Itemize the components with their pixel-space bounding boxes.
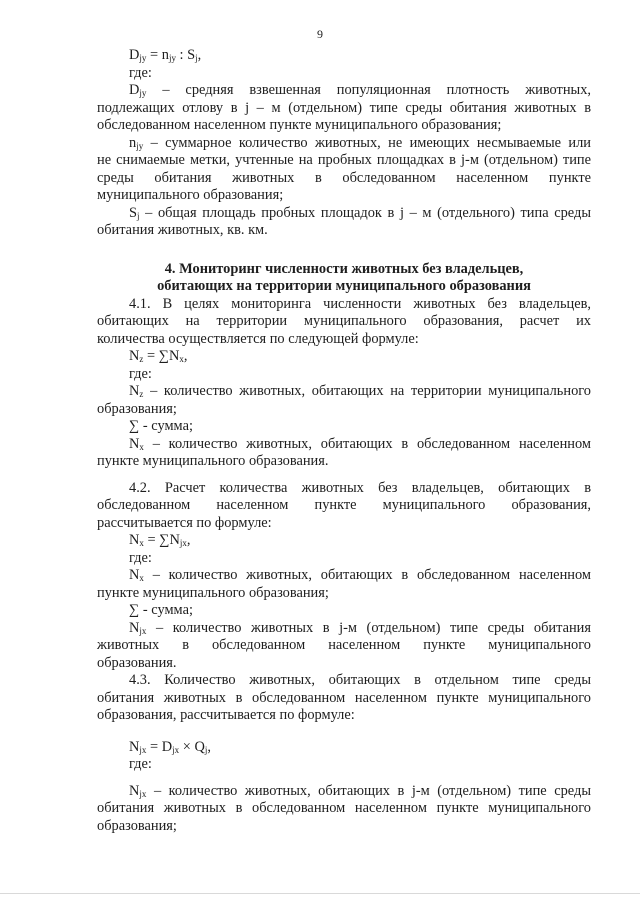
paragraph-4-2: 4.2. Расчет количества животных без владельцев, обитающих в обследованном населенном пункте муниципального образования, рассчитывается по формуле: — [97, 479, 591, 531]
formula-nx: $N_x = \sum N_{jx}$, — [129, 532, 191, 548]
definition-s: $S_j$ – общая площадь пробных площадок в j – м (отдельного) типа среды обитания животных, кв. км. — [97, 204, 591, 238]
where-label: где: — [129, 64, 152, 81]
section-heading: 4. Мониторинг численности животных без владельцев, обитающих на территории муниципального образования — [157, 260, 531, 294]
formula-density: $D_{jy} = n_{jy}$ : $S_j$, — [129, 47, 202, 63]
paragraph-4-1: 4.1. В целях мониторинга численности животных без владельцев, обитающих на территории муниципального образования, расчет их количества осуществляется по следующей формуле: — [97, 295, 591, 347]
document-body — [97, 47, 591, 835]
definition-njx: $N_{jx}$ – количество животных в j-м (отдельном) типе среды обитания животных в обследованном населенном пункте муниципального образования. — [97, 619, 591, 671]
page-edge-line — [0, 893, 640, 894]
definition-sum: ∑ - сумма; — [129, 418, 193, 434]
where-label: где: — [129, 365, 152, 382]
page-number: 9 — [317, 27, 323, 41]
definition-nx-2: $N_x$ – количество животных, обитающих в обследованном населенном пункте муниципального образования; — [97, 567, 591, 601]
definition-sum-2: ∑ - сумма; — [129, 602, 193, 618]
definition-n: $n_{jy}$ – суммарное количество животных, не имеющих несмываемые или не снимаемые метки, учтенные на пробных площадках в j-м (отдельном) типе среды обитания животных в обследованном населенном пункте муниципального образования; — [97, 134, 591, 203]
formula-njx: $N_{jx} = D_{jx} \times Q_j$, — [129, 738, 211, 755]
definition-njx-2: $N_{jx}$ – количество животных, обитающих в j-м (отдельном) типе среды обитания животных в обследованном населенном пункте муниципального образования; — [97, 782, 591, 834]
definition-nx: $N_x$ – количество животных, обитающих в обследованном населенном пункте муниципального образования. — [97, 435, 591, 469]
paragraph-4-3: 4.3. Количество животных, обитающих в отдельном типе среды обитания животных в обследованном населенном пункте муниципального образования, рассчитывается по формуле: — [97, 672, 591, 723]
where-label: где: — [129, 756, 152, 772]
definition-d: $D_{jy}$ – средняя взвешенная популяционная плотность животных, подлежащих отлову в j – м (отдельном) типе среды обитания животных в обследованном населенном пункте муниципального образования; — [97, 82, 591, 133]
where-label: где: — [129, 549, 152, 566]
formula-nz: $N_z = \sum N_x$, — [129, 348, 188, 364]
definition-nz: $N_z$ – количество животных, обитающих на территории муниципального образования; — [97, 383, 591, 417]
